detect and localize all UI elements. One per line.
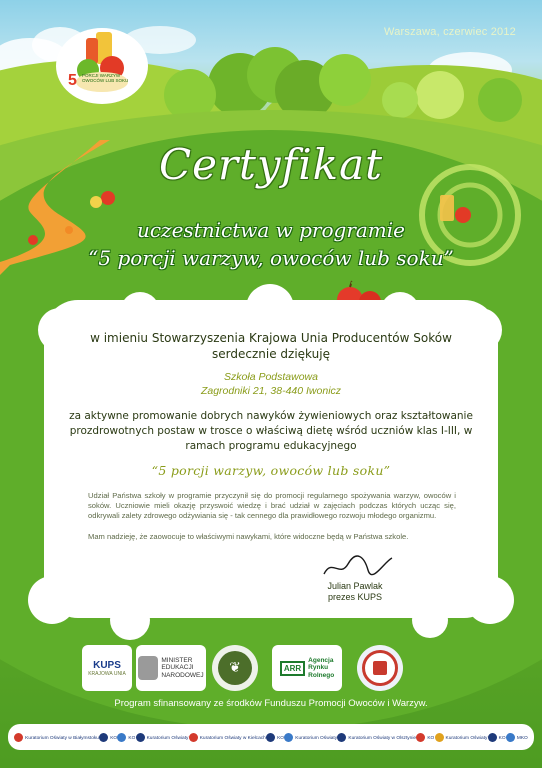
kups-logo-subtext: KRAJOWA UNIA bbox=[88, 670, 126, 677]
men-logo bbox=[136, 645, 206, 691]
sponsor-logo bbox=[266, 733, 284, 742]
funding-note: Program sfinansowany ze środków Funduszu Promocji Owoców i Warzyw. bbox=[114, 698, 428, 709]
sponsor-emblem-icon bbox=[136, 733, 145, 742]
arr-abbr: ARR bbox=[280, 661, 305, 676]
seal-logo bbox=[357, 645, 403, 691]
sponsor-logo bbox=[506, 733, 528, 742]
sponsor-logos-strip bbox=[8, 724, 534, 750]
sponsor-emblem-icon bbox=[284, 733, 293, 742]
thanks-text: w imieniu Stowarzyszenia Krajowa Unia Producentów Soków serdecznie dziękuję bbox=[90, 331, 452, 361]
sponsor-emblem-icon bbox=[435, 733, 444, 742]
participation-paragraph: Udział Państwa szkoły w programie przyczynił się do promocji regularnego spożywania warzyw, owoców i soków. Uczniowie mieli okazję przyswoić wiedzę i brać udział w zajęciach podczas których ucząc się, odkrywali zalety zdrowego odżywiania się - tak cennego dla prawidłowego rozwoju młodego organizmu. bbox=[88, 491, 456, 520]
kups-logo-text: KUPS bbox=[93, 659, 121, 671]
sponsor-logo bbox=[435, 733, 488, 742]
seal-emblem-icon bbox=[362, 650, 398, 686]
sponsor-label: KO bbox=[427, 735, 435, 741]
arr-logo-text: Agencja Rynku Rolnego bbox=[308, 656, 335, 679]
sponsor-label: Kuratorium Oświaty w Olsztynie bbox=[348, 735, 417, 741]
issue-date: Warszawa, czerwiec 2012 bbox=[384, 26, 516, 38]
sponsor-label: KO bbox=[128, 735, 136, 741]
program-logo bbox=[52, 24, 152, 108]
sponsor-logo bbox=[117, 733, 135, 742]
sponsor-emblem-icon bbox=[337, 733, 346, 742]
certificate-subtitle-line1: uczestnictwa w programie bbox=[136, 218, 406, 242]
sponsor-emblem-icon bbox=[488, 733, 497, 742]
sponsor-label: KO bbox=[110, 735, 118, 741]
arr-logo bbox=[272, 645, 342, 691]
sponsor-logo bbox=[136, 733, 189, 742]
sponsor-emblem-icon bbox=[266, 733, 275, 742]
sponsor-logo bbox=[337, 733, 416, 742]
sponsor-label: Kuratorium Oświaty bbox=[146, 735, 189, 741]
sponsor-logo bbox=[189, 733, 266, 742]
signer-name: Julian Pawlak bbox=[327, 581, 383, 591]
sponsor-label: Kuratorium Oświaty w Kielcach bbox=[199, 735, 266, 741]
sponsor-label: KO bbox=[277, 735, 285, 741]
certificate-title: Certyfikat bbox=[158, 140, 384, 189]
wheat-icon: ❦ bbox=[218, 651, 252, 685]
sponsor-logo bbox=[99, 733, 117, 742]
sponsor-emblem-icon bbox=[117, 733, 126, 742]
signer-role: prezes KUPS bbox=[327, 592, 383, 602]
sponsor-emblem-icon bbox=[189, 733, 198, 742]
sponsor-emblem-icon bbox=[506, 733, 515, 742]
kups-logo bbox=[82, 645, 132, 691]
sponsor-label: KO bbox=[498, 735, 506, 741]
sponsor-emblem-icon bbox=[416, 733, 425, 742]
sponsor-logo bbox=[416, 733, 434, 742]
sponsor-logo bbox=[284, 733, 337, 742]
school-address: Zagrodniki 21, 38-440 Iwonicz bbox=[200, 385, 342, 397]
program-name: “5 porcji warzyw, owoców lub soku” bbox=[151, 463, 391, 478]
logo-text: PORCJI WARZYW OWOCÓW LUB SOKU bbox=[82, 73, 129, 83]
sponsor-logo bbox=[14, 733, 99, 742]
closing-paragraph: Mam nadzieję, że zaowocuje to właściwymi nawykami, które widoczne będą w Państwa szkole. bbox=[88, 532, 409, 541]
school-name: Szkoła Podstawowa bbox=[224, 371, 318, 383]
eagle-emblem-icon bbox=[138, 656, 158, 680]
sponsor-label: Kuratorium Oświaty bbox=[295, 735, 338, 741]
sponsor-emblem-icon bbox=[14, 733, 23, 742]
sponsor-logo bbox=[488, 733, 506, 742]
sponsor-label: Kuratorium Oświaty w Białymstoku bbox=[25, 735, 99, 741]
sponsor-emblem-icon bbox=[99, 733, 108, 742]
signature bbox=[318, 552, 398, 582]
agriculture-logo bbox=[212, 645, 258, 691]
sponsor-label: Kuratorium Oświaty bbox=[445, 735, 488, 741]
logo-number: 5 bbox=[68, 72, 77, 89]
sponsor-label: MKO bbox=[516, 735, 528, 741]
reason-text: za aktywne promowanie dobrych nawyków żywieniowych oraz kształtowanie prozdrowotnych postaw w trosce o właściwą dietę wśród uczniów klas I-III, w ramach programu edukacyjnego bbox=[69, 410, 473, 452]
certificate-subtitle-line2: “5 porcji warzyw, owoców lub soku” bbox=[88, 246, 454, 270]
men-logo-text: MINISTER EDUKACJI NARODOWEJ bbox=[161, 656, 204, 679]
